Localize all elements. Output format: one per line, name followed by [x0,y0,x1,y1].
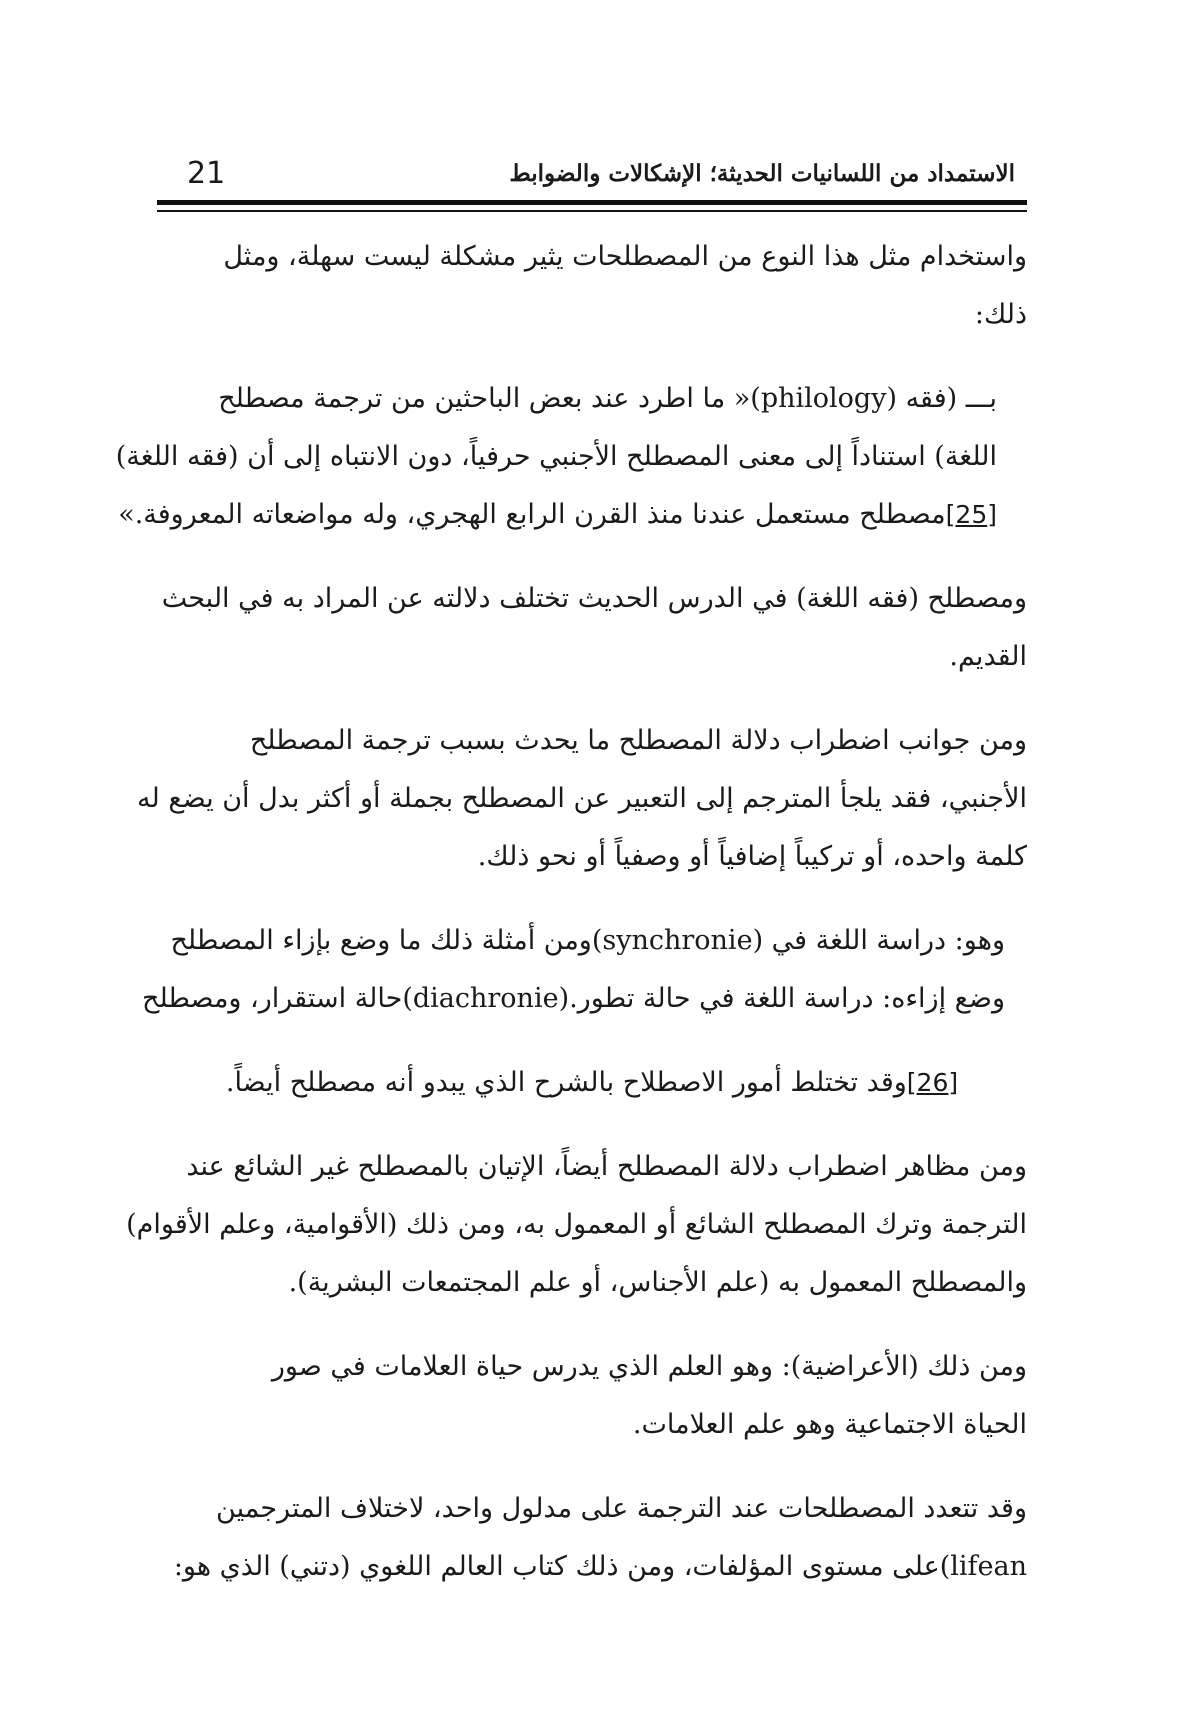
footnote-link-26[interactable]: [26] [906,1068,959,1097]
paragraph-7 [126,1138,1027,1312]
header-rule-thick [157,200,1027,205]
footnote-link-25[interactable]: [25] [945,500,997,529]
text-line: وقد تختلط أمور الاصطلاح بالشرح الذي يبدو أنه مصطلح أيضاً. [225,1067,907,1098]
paragraph-6 [157,1054,1027,1112]
text-line-with-footnote [118,486,997,544]
text-line: الحياة الاجتماعية وهو علم العلامات. [632,1409,1027,1440]
running-title: الاستمداد من اللسانيات الحديثة؛ الإشكالات والضوابط [509,160,1015,187]
text-line-with-footnote [157,1054,1027,1112]
text-line: واستخدام مثل هذا النوع من المصطلحات يثير مشكلة ليست سهلة، ومثل [223,241,1027,272]
paragraph-9 [157,1480,1027,1596]
header-rule-thin [157,210,1027,212]
page-header [157,150,1027,198]
text-line: ذلك: [974,299,1027,330]
text-line: الترجمة وترك المصطلح الشائع أو المعمول به، ومن ذلك (الأقوامية، وعلم الأقوام) [126,1209,1027,1240]
text-line: كلمة واحده، أو تركيباً إضافياً أو وصفياً أو نحو ذلك. [477,841,1027,872]
paragraph-8 [157,1338,1027,1454]
text-line: القديم. [949,641,1027,672]
text-line: وضع إزاءه: دراسة اللغة في حالة تطور.(diachronie)حالة استقرار، ومصطلح [142,983,1005,1014]
page-body [115,228,1027,1596]
text-line: ومن جوانب اضطراب دلالة المصطلح ما يحدث بسبب ترجمة المصطلح [249,725,1027,756]
text-line: ومصطلح (فقه اللغة) في الدرس الحديث تختلف دلالته عن المراد به في البحث [161,583,1027,614]
text-line: والمصطلح المعمول به (علم الأجناس، أو علم المجتمعات البشرية). [288,1267,1027,1298]
text-line: وهو: دراسة اللغة في (synchronie)ومن أمثلة ذلك ما وضع بإزاء المصطلح [170,925,1005,956]
text-line: مصطلح مستعمل عندنا منذ القرن الرابع الهجري، وله مواضعاته المعروفة.» [118,499,946,530]
text-line: الأجنبي، فقد يلجأ المترجم إلى التعبير عن المصطلح بجملة أو أكثر بدل أن يضع له [137,783,1027,814]
paragraph-1 [157,228,1027,344]
paragraph-3 [157,570,1027,686]
text-line: وقد تتعدد المصطلحات عند الترجمة على مدلول واحد، لاختلاف المترجمين [216,1493,1027,1524]
paragraph-2 [115,370,1027,544]
text-line: بـــ (فقه (philology)« ما اطرد عند بعض الباحثين من ترجمة مصطلح [218,383,997,414]
page-number: 21 [187,156,226,191]
text-line: lifean)على مستوى المؤلفات، ومن ذلك كتاب العالم اللغوي (دتني) الذي هو: [173,1551,1027,1582]
paragraph-5 [142,912,1027,1028]
text-line: ومن ذلك (الأعراضية): وهو العلم الذي يدرس حياة العلامات في صور [271,1351,1027,1382]
paragraph-4 [137,712,1027,886]
text-line: ومن مظاهر اضطراب دلالة المصطلح أيضاً، الإتيان بالمصطلح غير الشائع عند [186,1151,1027,1182]
text-line: اللغة) استناداً إلى معنى المصطلح الأجنبي حرفياً، دون الانتباه إلى أن (فقه اللغة) [115,441,997,472]
